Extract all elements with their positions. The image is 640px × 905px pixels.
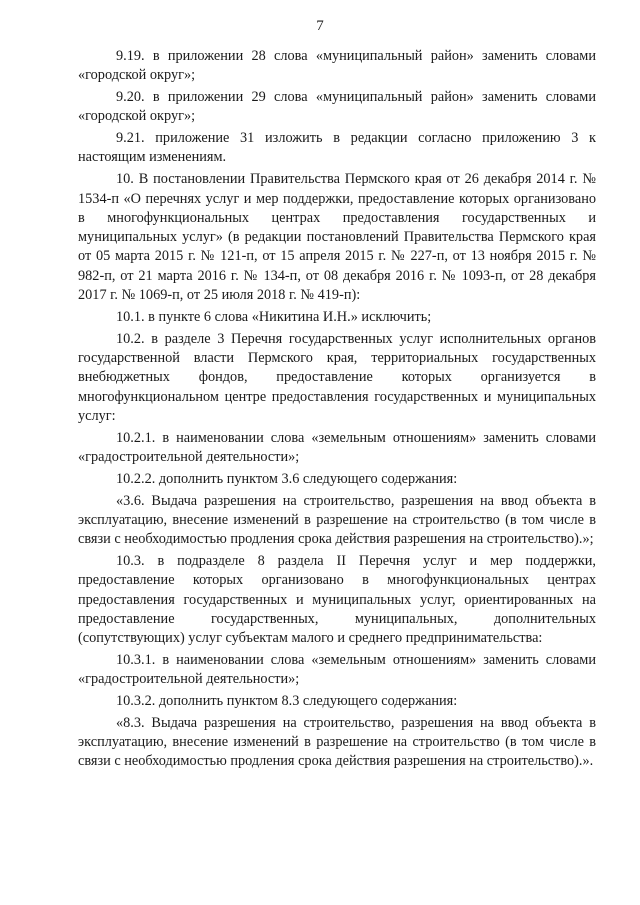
paragraph-9-21: 9.21. приложение 31 изложить в редакции согласно приложению 3 к настоящим изменениям. (78, 130, 596, 166)
paragraph-10-1: 10.1. в пункте 6 слова «Никитина И.Н.» исключить; (116, 308, 432, 325)
paragraph-10-3-1: 10.3.1. в наименовании слова «земельным отношениям» заменить словами «градостроительной деятельности»; (78, 651, 596, 688)
page-number: 7 (316, 18, 324, 34)
paragraph-10-2-1: 10.2.1. в наименовании слова «земельным отношениям» заменить словами «градостроительной деятельности»; (78, 429, 596, 465)
paragraph-9-20: 9.20. в приложении 29 слова «муниципальный район» заменить словами «городской округ»; (78, 89, 596, 125)
paragraph-3-6-quote: «3.6. Выдача разрешения на строительство, разрешения на ввод объекта в эксплуатацию, внесение изменений в разрешение на строительство (в том числе в связи с необходимостью продления срока действия разрешения на строительство).»; (78, 492, 596, 548)
document-body (78, 47, 596, 774)
paragraph-8-3-quote: «8.3. Выдача разрешения на строительство, разрешения на ввод объекта в эксплуатацию, внесение изменений в разрешение на строительство (в том числе в связи с необходимостью продления срока действия разрешения на строительство).». (78, 714, 596, 770)
paragraph-10-3-2: 10.3.2. дополнить пунктом 8.3 следующего содержания: (116, 693, 458, 709)
paragraph-9-19: 9.19. в приложении 28 слова «муниципальный район» заменить словами «городской округ»; (78, 48, 596, 84)
paragraph-10: 10. В постановлении Правительства Пермского края от 26 декабря 2014 г. № 1534-п «О перечнях услуг и мер поддержки, предоставление которых организовано в многофункциональных центрах предоставления государственных и муниципальных услуг» (в редакции постановлений Правительства Пермского края от 05 марта 2015 г. № 121-п, от 15 апреля 2015 г. № 227-п, от 13 ноября 2015 г. № 982-п, от 21 марта 2016 г. № 134-п, от 08 декабря 2016 г. № 1093-п, от 28 декабря 2017 г. № 1069-п, от 25 июля 2018 г. № 419-п): (78, 171, 596, 304)
paragraph-10-2: 10.2. в разделе 3 Перечня государственных услуг исполнительных органов государственной власти Пермского края, территориальных государственных внебюджетных фондов, предоставление которых организуется в многофункциональном центре предоставления государственных и муниципальных услуг: (78, 330, 596, 424)
paragraph-10-3: 10.3. в подразделе 8 раздела II Перечня услуг и мер поддержки, предоставление которых организовано в многофункциональных центрах предоставления государственных и муниципальных услуг, ориентированных на предоставление государственных, муниципальных, дополнительных (сопутствующих) услуг субъектам малого и среднего предпринимательства: (78, 552, 596, 647)
paragraph-10-2-2: 10.2.2. дополнить пунктом 3.6 следующего содержания: (116, 470, 458, 487)
